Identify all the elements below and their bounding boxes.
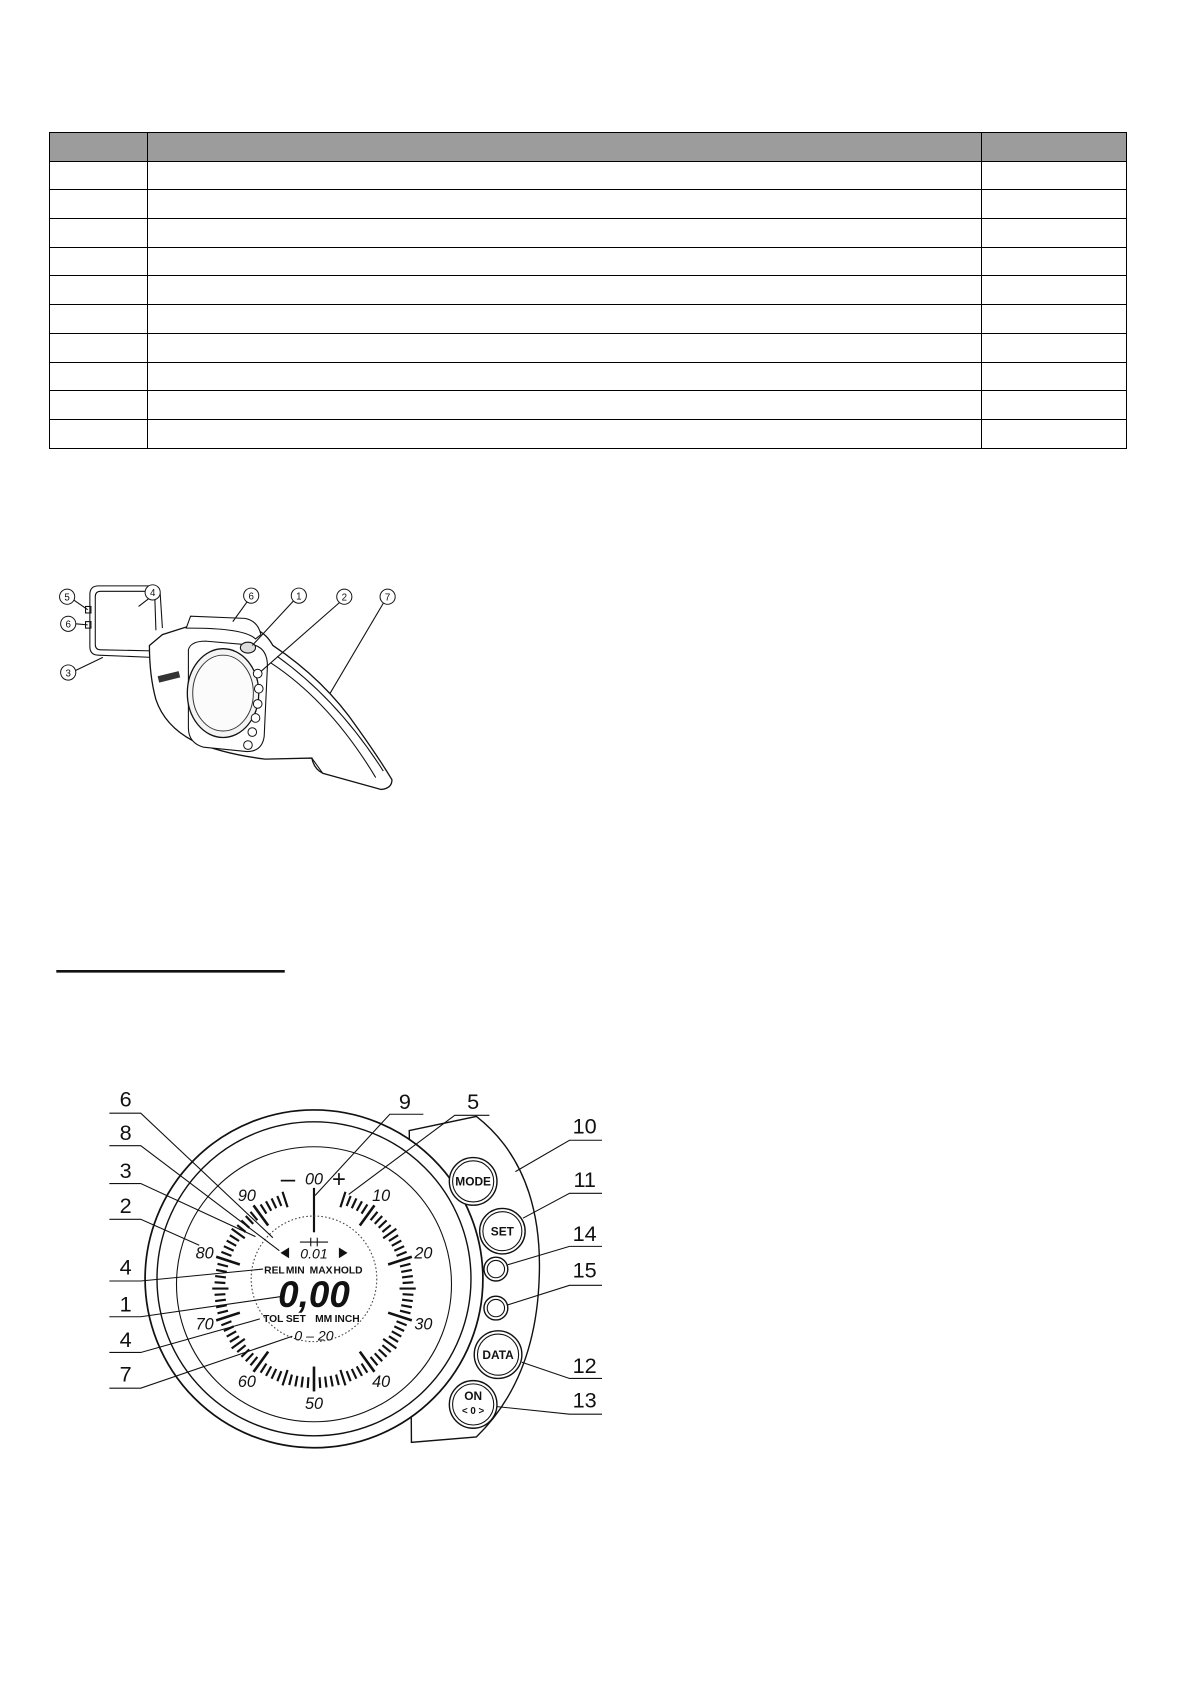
keypad-button [254,684,263,693]
scale-label: 70 [195,1315,214,1334]
scale-label: 40 [372,1373,391,1392]
scale-tick [402,1300,413,1301]
scale-tick [403,1294,414,1295]
callout-number: 5 [467,1088,480,1114]
scale-tick [402,1276,413,1277]
mode-label-hold: HOLD [333,1265,363,1277]
scale-tick [215,1300,226,1301]
callout-number: 1 [119,1291,132,1317]
unit-label-mm: MM [315,1314,333,1326]
callout-number: 14 [572,1220,597,1246]
zero-button-label: < 0 > [462,1406,485,1418]
mode-label-min: MIN [285,1265,305,1277]
callout-number: 10 [572,1113,597,1139]
keypad-button [253,700,262,709]
measuring-range: 0 – 20 [294,1327,334,1344]
callout-number: 2 [119,1192,132,1218]
keypad-button [248,728,257,737]
scale-label: 10 [372,1186,391,1205]
unit-label-inch: INCH [334,1314,360,1326]
scale-tick [403,1282,414,1283]
caliper-gauge-drawing [60,585,396,790]
scale-minus-sign: – [280,1162,296,1193]
scale-tick [320,1377,321,1388]
callout-number: 13 [572,1387,597,1413]
callout-number: 15 [572,1257,597,1283]
callout-number: 3 [119,1158,132,1184]
display-screen [193,655,254,731]
scale-tick [215,1282,226,1283]
scale-label: 90 [237,1186,256,1205]
scale-tick [308,1377,309,1388]
scale-label: 60 [237,1373,256,1392]
scale-tick [215,1276,226,1277]
callout-number: 7 [384,592,391,604]
callout-number: 4 [119,1254,132,1280]
scale-tick [215,1294,226,1295]
indicator-lamp-2-rim [487,1299,504,1316]
leader-line [139,599,149,607]
gauge-body [149,627,392,789]
set-button-label: SET [490,1224,514,1239]
scale-label: 30 [414,1315,433,1334]
leader-line [261,602,340,671]
mode-label-max: MAX [309,1265,333,1277]
leader-line [330,603,383,693]
mode-label-rel: REL [264,1265,285,1277]
on-button-label: ON [464,1389,483,1404]
leader-line [252,601,293,645]
dial-face-diagram [109,1087,602,1448]
resolution-value: 0.01 [300,1245,328,1262]
callout-number: 12 [572,1353,597,1379]
unit-label-tol: TOL [263,1314,284,1326]
keypad-button [251,714,260,723]
callout-number: 7 [119,1361,132,1387]
callout-number: 2 [341,592,348,604]
indicator-lamp-1-rim [487,1260,504,1277]
scale-zero-label: 00 [304,1170,324,1189]
scale-tick [302,1377,303,1388]
callout-number: 8 [119,1120,132,1146]
scale-label: 20 [414,1244,433,1263]
callout-number: 11 [573,1166,596,1192]
callout-number: 1 [296,591,302,603]
scale-plus-sign: + [331,1165,346,1193]
callout-number: 9 [398,1088,411,1114]
callout-number: 5 [64,592,70,604]
scale-label: 50 [304,1394,324,1413]
leader-line [76,657,103,670]
scale-tick [325,1377,326,1388]
scale-label: 80 [195,1244,214,1263]
keypad-button [253,669,262,678]
callout-number: 4 [149,588,156,600]
callout-number: 3 [65,668,71,680]
callout-number: 6 [119,1086,132,1112]
callout-number: 4 [119,1327,132,1353]
leader-line [74,600,88,610]
keypad-button [244,741,253,750]
data-button-label: DATA [482,1347,514,1362]
unit-label-set: SET [285,1314,306,1326]
mode-button-label: MODE [455,1174,492,1189]
callout-number: 6 [248,591,254,603]
digital-reading: 0,00 [278,1273,350,1315]
callout-number: 6 [65,619,71,631]
